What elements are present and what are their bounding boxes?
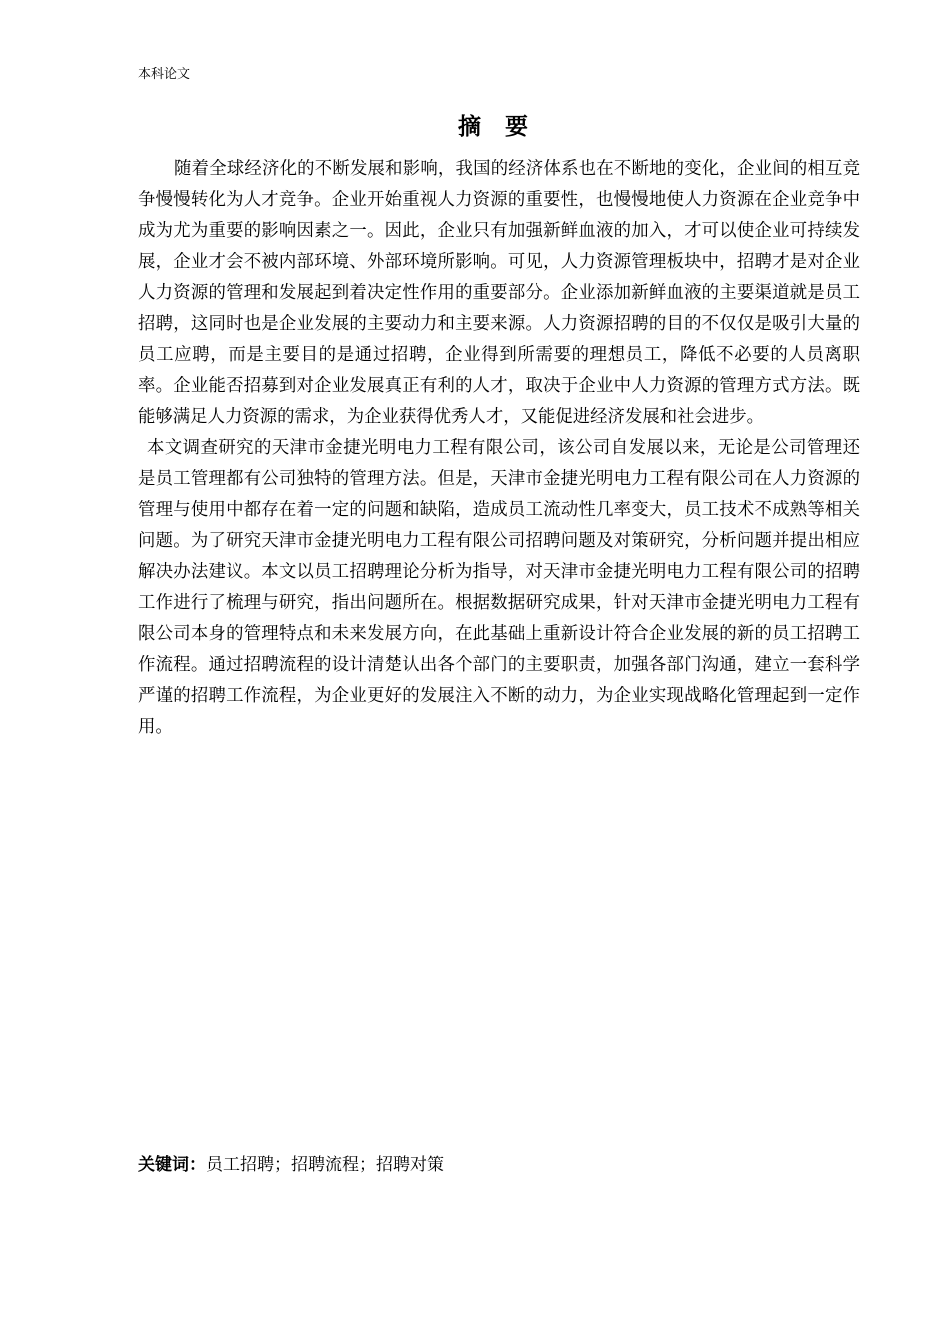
abstract-paragraph-2: 本文调查研究的天津市金捷光明电力工程有限公司，该公司自发展以来，无论是公司管理还是员工管理都有公司独特的管理方法。但是，天津市金捷光明电力工程有限公司在人力资源的管理与使用中都存在着一定的问题和缺陷，造成员工流动性几率变大，员工技术不成熟等相关问题。为了研究天津市金捷光明电力工程有限公司招聘问题及对策研究，分析问题并提出相应解决办法建议。本文以员工招聘理论分析为指导，对天津市金捷光明电力工程有限公司的招聘工作进行了梳理与研究，指出问题所在。根据数据研究成果，针对天津市金捷光明电力工程有限公司本身的管理特点和未来发展方向，在此基础上重新设计符合企业发展的新的员工招聘工作流程。通过招聘流程的设计清楚认出各个部门的主要职责，加强各部门沟通，建立一套科学严谨的招聘工作流程，为企业更好的发展注入不断的动力，为企业实现战略化管理起到一定作用。	[138, 438, 860, 737]
abstract-title: 摘 要	[457, 114, 536, 140]
keywords-value: 员工招聘；招聘流程；招聘对策	[206, 1155, 444, 1175]
keywords-line	[138, 1152, 444, 1178]
document-header-label: 本科论文	[138, 67, 191, 82]
keywords-label: 关键词：	[138, 1155, 206, 1175]
abstract-body	[138, 154, 860, 743]
abstract-paragraph-1: 随着全球经济化的不断发展和影响，我国的经济体系也在不断地的变化，企业间的相互竞争慢慢转化为人才竞争。企业开始重视人力资源的重要性，也慢慢地使人力资源在企业竞争中成为尤为重要的影响因素之一。因此，企业只有加强新鲜血液的加入，才可以使企业可持续发展，企业才会不被内部环境、外部环境所影响。可见，人力资源管理板块中，招聘才是对企业人力资源的管理和发展起到着决定性作用的重要部分。企业添加新鲜血液的主要渠道就是员工招聘，这同时也是企业发展的主要动力和主要来源。人力资源招聘的目的不仅仅是吸引大量的员工应聘，而是主要目的是通过招聘，企业得到所需要的理想员工，降低不必要的人员离职率。企业能否招募到对企业发展真正有利的人才，取决于企业中人力资源的管理方式方法。既能够满足人力资源的需求，为企业获得优秀人才，又能促进经济发展和社会进步。	[138, 159, 860, 427]
